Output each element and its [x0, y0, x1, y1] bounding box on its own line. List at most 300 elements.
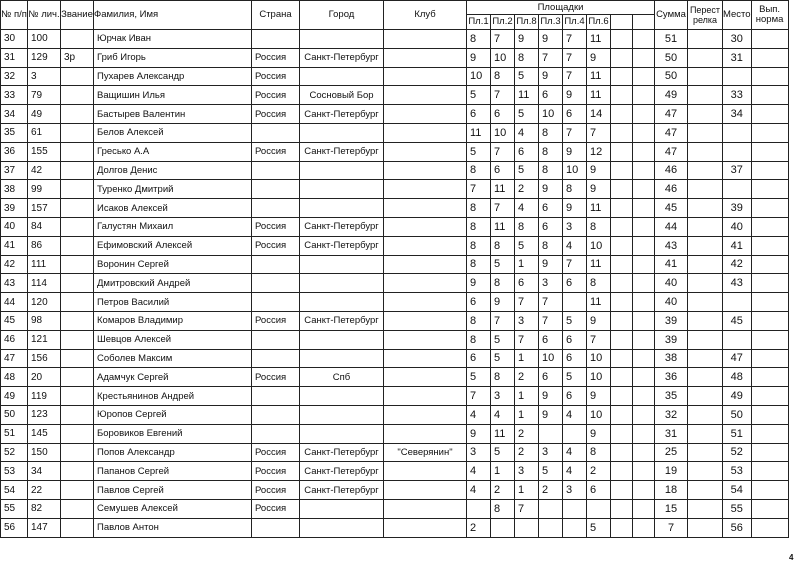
norm	[751, 67, 788, 86]
club	[384, 123, 467, 142]
reshoot	[688, 481, 723, 500]
table-row	[1, 199, 789, 218]
license-number: 147	[28, 518, 61, 537]
norm	[751, 274, 788, 293]
norm	[751, 48, 788, 67]
site-score-1: 5	[467, 86, 491, 105]
norm	[751, 368, 788, 387]
site-score-7	[611, 424, 633, 443]
table-row	[1, 48, 789, 67]
site-score-4: 6	[539, 330, 563, 349]
reshoot	[688, 86, 723, 105]
site-score-1: 7	[467, 180, 491, 199]
place	[723, 142, 752, 161]
header-site-6: Пл.6	[587, 15, 611, 30]
site-score-8	[633, 330, 655, 349]
row-number: 46	[1, 330, 28, 349]
site-score-1: 10	[467, 67, 491, 86]
site-score-7	[611, 105, 633, 124]
site-score-4: 2	[539, 481, 563, 500]
site-score-2: 4	[491, 405, 515, 424]
site-score-6: 12	[587, 142, 611, 161]
rank	[61, 67, 94, 86]
place: 52	[723, 443, 752, 462]
license-number: 121	[28, 330, 61, 349]
site-score-7	[611, 349, 633, 368]
site-score-1: 8	[467, 236, 491, 255]
norm	[751, 293, 788, 312]
athlete-name: Соболев Максим	[94, 349, 252, 368]
site-score-7	[611, 48, 633, 67]
athlete-name: Юропов Сергей	[94, 405, 252, 424]
norm	[751, 123, 788, 142]
city	[300, 161, 384, 180]
row-number: 53	[1, 462, 28, 481]
table-row	[1, 236, 789, 255]
place: 39	[723, 199, 752, 218]
table-row	[1, 424, 789, 443]
rank	[61, 311, 94, 330]
club	[384, 518, 467, 537]
norm	[751, 330, 788, 349]
rank	[61, 123, 94, 142]
site-score-5: 9	[563, 142, 587, 161]
club	[384, 161, 467, 180]
athlete-name: Белов Алексей	[94, 123, 252, 142]
total-score: 46	[655, 161, 688, 180]
athlete-name: Петров Василий	[94, 293, 252, 312]
table-row	[1, 499, 789, 518]
site-score-4: 9	[539, 30, 563, 49]
club	[384, 30, 467, 49]
place: 53	[723, 462, 752, 481]
total-score: 49	[655, 86, 688, 105]
site-score-3: 7	[515, 330, 539, 349]
site-score-4: 9	[539, 67, 563, 86]
rank	[61, 349, 94, 368]
place: 31	[723, 48, 752, 67]
row-number: 34	[1, 105, 28, 124]
row-number: 40	[1, 217, 28, 236]
norm	[751, 236, 788, 255]
total-score: 41	[655, 255, 688, 274]
row-number: 30	[1, 30, 28, 49]
total-score: 15	[655, 499, 688, 518]
site-score-7	[611, 481, 633, 500]
athlete-name: Туренко Дмитрий	[94, 180, 252, 199]
site-score-7	[611, 293, 633, 312]
site-score-3: 5	[515, 236, 539, 255]
site-score-8	[633, 255, 655, 274]
rank	[61, 161, 94, 180]
site-score-3: 1	[515, 255, 539, 274]
site-score-1: 9	[467, 424, 491, 443]
site-score-5	[563, 518, 587, 537]
license-number: 99	[28, 180, 61, 199]
total-score: 47	[655, 105, 688, 124]
city	[300, 387, 384, 406]
site-score-6: 10	[587, 368, 611, 387]
site-score-4: 7	[539, 311, 563, 330]
athlete-name: Крестьянинов Андрей	[94, 387, 252, 406]
athlete-name: Ващишин Илья	[94, 86, 252, 105]
site-score-4: 3	[539, 443, 563, 462]
norm	[751, 424, 788, 443]
country: Россия	[252, 311, 300, 330]
site-score-3: 1	[515, 387, 539, 406]
license-number: 145	[28, 424, 61, 443]
reshoot	[688, 443, 723, 462]
rank	[61, 86, 94, 105]
header-club: Клуб	[384, 1, 467, 30]
row-number: 55	[1, 499, 28, 518]
place	[723, 293, 752, 312]
site-score-1	[467, 499, 491, 518]
site-score-3: 3	[515, 462, 539, 481]
site-score-3: 1	[515, 405, 539, 424]
row-number: 37	[1, 161, 28, 180]
site-score-5: 6	[563, 105, 587, 124]
site-score-7	[611, 443, 633, 462]
country: Россия	[252, 142, 300, 161]
reshoot	[688, 161, 723, 180]
place	[723, 180, 752, 199]
rank: 3р	[61, 48, 94, 67]
norm	[751, 255, 788, 274]
athlete-name: Комаров Владимир	[94, 311, 252, 330]
total-score: 32	[655, 405, 688, 424]
site-score-1: 8	[467, 255, 491, 274]
city	[300, 199, 384, 218]
site-score-3: 8	[515, 217, 539, 236]
rank	[61, 518, 94, 537]
place: 30	[723, 30, 752, 49]
site-score-4: 8	[539, 123, 563, 142]
table-row	[1, 123, 789, 142]
place: 55	[723, 499, 752, 518]
club	[384, 349, 467, 368]
license-number: 157	[28, 199, 61, 218]
city: Санкт-Петербург	[300, 236, 384, 255]
athlete-name: Боровиков Евгений	[94, 424, 252, 443]
club	[384, 311, 467, 330]
site-score-8	[633, 161, 655, 180]
site-score-8	[633, 48, 655, 67]
country	[252, 405, 300, 424]
norm	[751, 481, 788, 500]
site-score-7	[611, 518, 633, 537]
athlete-name: Пухарев Александр	[94, 67, 252, 86]
site-score-1: 6	[467, 349, 491, 368]
rank	[61, 274, 94, 293]
site-score-4: 6	[539, 86, 563, 105]
site-score-6: 11	[587, 67, 611, 86]
place	[723, 330, 752, 349]
rank	[61, 142, 94, 161]
site-score-4: 9	[539, 405, 563, 424]
site-score-4: 5	[539, 462, 563, 481]
site-score-2: 8	[491, 236, 515, 255]
athlete-name: Гриб Игорь	[94, 48, 252, 67]
place: 33	[723, 86, 752, 105]
site-score-8	[633, 236, 655, 255]
site-score-8	[633, 123, 655, 142]
country: Россия	[252, 236, 300, 255]
site-score-2: 1	[491, 462, 515, 481]
total-score: 45	[655, 199, 688, 218]
row-number: 36	[1, 142, 28, 161]
reshoot	[688, 387, 723, 406]
header-norm: Вып. норма	[751, 1, 788, 30]
country	[252, 518, 300, 537]
site-score-3: 11	[515, 86, 539, 105]
club	[384, 462, 467, 481]
athlete-name: Попов Александр	[94, 443, 252, 462]
total-score: 51	[655, 30, 688, 49]
site-score-6: 11	[587, 199, 611, 218]
site-score-1: 9	[467, 274, 491, 293]
site-score-6: 11	[587, 30, 611, 49]
license-number: 82	[28, 499, 61, 518]
site-score-8	[633, 443, 655, 462]
site-score-1: 9	[467, 48, 491, 67]
site-score-3: 1	[515, 349, 539, 368]
club	[384, 368, 467, 387]
reshoot	[688, 236, 723, 255]
header-reshoot: Перестрелка	[688, 1, 723, 30]
site-score-6: 8	[587, 443, 611, 462]
row-number: 54	[1, 481, 28, 500]
site-score-2: 3	[491, 387, 515, 406]
total-score: 40	[655, 293, 688, 312]
site-score-8	[633, 217, 655, 236]
place: 45	[723, 311, 752, 330]
site-score-7	[611, 180, 633, 199]
site-score-7	[611, 217, 633, 236]
country: Россия	[252, 86, 300, 105]
site-score-1: 4	[467, 462, 491, 481]
license-number: 42	[28, 161, 61, 180]
row-number: 52	[1, 443, 28, 462]
reshoot	[688, 180, 723, 199]
site-score-6: 8	[587, 217, 611, 236]
site-score-5: 4	[563, 443, 587, 462]
site-score-2: 9	[491, 293, 515, 312]
site-score-8	[633, 499, 655, 518]
site-score-5: 4	[563, 462, 587, 481]
norm	[751, 311, 788, 330]
club	[384, 255, 467, 274]
city	[300, 518, 384, 537]
table-row	[1, 387, 789, 406]
place: 48	[723, 368, 752, 387]
place	[723, 67, 752, 86]
country	[252, 424, 300, 443]
license-number: 61	[28, 123, 61, 142]
license-number: 3	[28, 67, 61, 86]
country: Россия	[252, 48, 300, 67]
license-number: 100	[28, 30, 61, 49]
site-score-7	[611, 499, 633, 518]
site-score-1: 5	[467, 368, 491, 387]
license-number: 120	[28, 293, 61, 312]
row-number: 47	[1, 349, 28, 368]
site-score-6: 10	[587, 236, 611, 255]
city: Санкт-Петербург	[300, 142, 384, 161]
license-number: 114	[28, 274, 61, 293]
city	[300, 424, 384, 443]
site-score-6	[587, 499, 611, 518]
athlete-name: Павлов Антон	[94, 518, 252, 537]
license-number: 156	[28, 349, 61, 368]
total-score: 18	[655, 481, 688, 500]
table-row	[1, 405, 789, 424]
country: Россия	[252, 443, 300, 462]
site-score-7	[611, 311, 633, 330]
site-score-6: 9	[587, 180, 611, 199]
site-score-2: 7	[491, 86, 515, 105]
site-score-6: 9	[587, 161, 611, 180]
site-score-6: 10	[587, 405, 611, 424]
site-score-5: 9	[563, 199, 587, 218]
place: 47	[723, 349, 752, 368]
site-score-8	[633, 405, 655, 424]
header-country: Страна	[252, 1, 300, 30]
country	[252, 387, 300, 406]
header-site-5: Пл.4	[563, 15, 587, 30]
site-score-5: 4	[563, 405, 587, 424]
site-score-2: 11	[491, 217, 515, 236]
row-number: 50	[1, 405, 28, 424]
country	[252, 255, 300, 274]
country	[252, 180, 300, 199]
place: 50	[723, 405, 752, 424]
country: Россия	[252, 217, 300, 236]
norm	[751, 30, 788, 49]
site-score-7	[611, 142, 633, 161]
row-number: 42	[1, 255, 28, 274]
site-score-5: 7	[563, 48, 587, 67]
rank	[61, 443, 94, 462]
country	[252, 274, 300, 293]
header-site-3: Пл.8	[515, 15, 539, 30]
norm	[751, 462, 788, 481]
site-score-4: 10	[539, 105, 563, 124]
city	[300, 274, 384, 293]
table-row	[1, 481, 789, 500]
site-score-8	[633, 349, 655, 368]
city	[300, 499, 384, 518]
total-score: 39	[655, 330, 688, 349]
site-score-5: 6	[563, 387, 587, 406]
site-score-4: 6	[539, 368, 563, 387]
site-score-5	[563, 293, 587, 312]
site-score-6: 7	[587, 330, 611, 349]
norm	[751, 180, 788, 199]
table-row	[1, 330, 789, 349]
club	[384, 105, 467, 124]
table-row	[1, 180, 789, 199]
reshoot	[688, 499, 723, 518]
site-score-6: 9	[587, 387, 611, 406]
reshoot	[688, 518, 723, 537]
site-score-1: 6	[467, 293, 491, 312]
norm	[751, 443, 788, 462]
site-score-1: 8	[467, 161, 491, 180]
reshoot	[688, 311, 723, 330]
country	[252, 199, 300, 218]
norm	[751, 86, 788, 105]
site-score-6: 5	[587, 518, 611, 537]
site-score-4: 8	[539, 142, 563, 161]
rank	[61, 30, 94, 49]
site-score-2: 5	[491, 443, 515, 462]
site-score-2: 11	[491, 424, 515, 443]
place: 56	[723, 518, 752, 537]
site-score-4: 9	[539, 387, 563, 406]
norm	[751, 518, 788, 537]
site-score-7	[611, 274, 633, 293]
site-score-4	[539, 499, 563, 518]
rank	[61, 387, 94, 406]
club	[384, 274, 467, 293]
row-number: 35	[1, 123, 28, 142]
site-score-3: 7	[515, 499, 539, 518]
site-score-2: 6	[491, 161, 515, 180]
site-score-8	[633, 311, 655, 330]
site-score-2: 7	[491, 142, 515, 161]
header-name: Фамилия, Имя	[94, 1, 252, 30]
header-place: Место	[723, 1, 752, 30]
club	[384, 217, 467, 236]
site-score-8	[633, 142, 655, 161]
site-score-2: 2	[491, 481, 515, 500]
site-score-3: 6	[515, 142, 539, 161]
site-score-2: 10	[491, 123, 515, 142]
norm	[751, 217, 788, 236]
athlete-name: Воронин Сергей	[94, 255, 252, 274]
site-score-2: 5	[491, 255, 515, 274]
license-number: 111	[28, 255, 61, 274]
country: Россия	[252, 368, 300, 387]
rank	[61, 481, 94, 500]
table-row	[1, 293, 789, 312]
site-score-3: 5	[515, 105, 539, 124]
license-number: 129	[28, 48, 61, 67]
site-score-1: 5	[467, 142, 491, 161]
site-score-3: 7	[515, 293, 539, 312]
club	[384, 236, 467, 255]
reshoot	[688, 255, 723, 274]
total-score: 50	[655, 67, 688, 86]
club	[384, 387, 467, 406]
site-score-2: 8	[491, 499, 515, 518]
athlete-name: Бастырев Валентин	[94, 105, 252, 124]
site-score-1: 8	[467, 330, 491, 349]
site-score-6: 11	[587, 255, 611, 274]
total-score: 31	[655, 424, 688, 443]
site-score-7	[611, 86, 633, 105]
site-score-5: 5	[563, 368, 587, 387]
row-number: 31	[1, 48, 28, 67]
site-score-8	[633, 387, 655, 406]
reshoot	[688, 105, 723, 124]
reshoot	[688, 274, 723, 293]
place: 51	[723, 424, 752, 443]
table-row	[1, 311, 789, 330]
header-num: № п/п	[1, 1, 28, 30]
site-score-4: 6	[539, 217, 563, 236]
